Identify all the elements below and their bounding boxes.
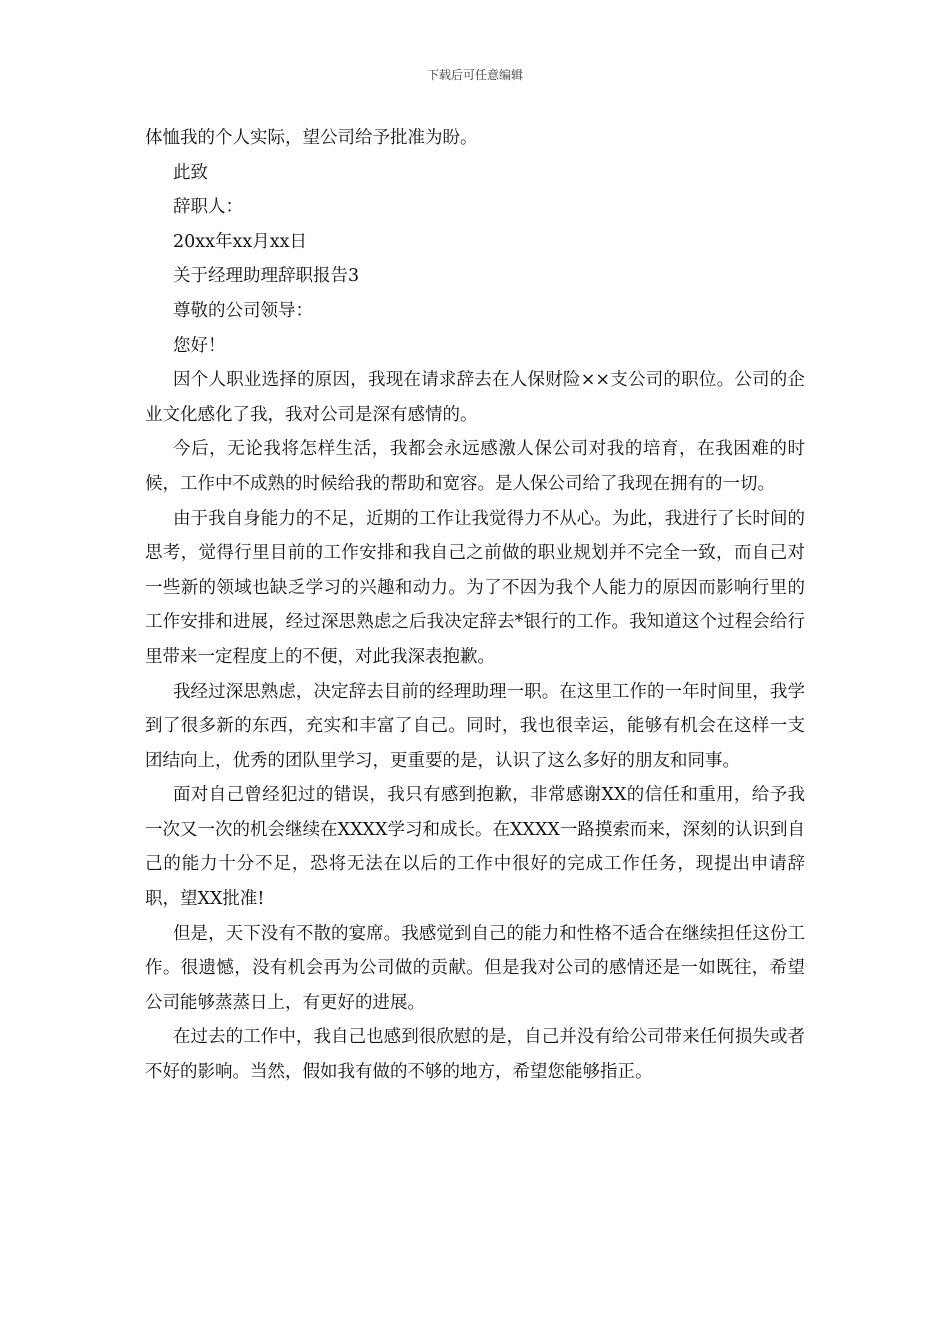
- paragraph-ability: 由于我自身能力的不足，近期的工作让我觉得力不从心。为此，我进行了长时间的思考，觉得行里目前的工作安排和我自己之前做的职业规划并不完全一致，而自己对一些新的领域也缺乏学习的兴趣和动力。为了不因为我个人能力的原因而影响行里的工作安排和进展，经过深思熟虑之后我决定辞去*银行的工作。我知道这个过程会给行里带来一定程度上的不便，对此我深表抱歉。: [145, 508, 805, 667]
- page-header: 下载后可任意编辑: [426, 68, 523, 82]
- signature-resigner: 辞职人：: [173, 197, 243, 218]
- paragraph-apology: 面对自己曾经犯过的错误，我只有感到抱歉，非常感谢XX的信任和重用，给予我一次又一次的机会继续在XXXX学习和成长。在XXXX一路摸索而来，深刻的认识到自己的能力十分不足，恐将无法在以后的工作中很好的完成工作任务，现提出申请辞职，望XX批准!: [145, 785, 805, 910]
- section-title: 关于经理助理辞职报告3: [173, 266, 360, 287]
- addressee: 尊敬的公司领导：: [173, 300, 313, 321]
- salutation-cizhi: 此致: [173, 162, 208, 183]
- paragraph-gratitude: 今后，无论我将怎样生活，我都会永远感激人保公司对我的培育，在我困难的时候，工作中不成熟的时候给我的帮助和宽容。是人保公司给了我现在拥有的一切。: [145, 439, 805, 494]
- greeting: 您好！: [173, 335, 226, 356]
- paragraph-closing-request: 体恤我的个人实际，望公司给予批准为盼。: [145, 128, 478, 148]
- document-body: [145, 121, 805, 1090]
- paragraph-decision: 我经过深思熟虑，决定辞去目前的经理助理一职。在这里工作的一年时间里，我学到了很多新的东西，充实和丰富了自己。同时，我也很幸运，能够有机会在这样一支团结向上，优秀的团队里学习，更重要的是，认识了这么多好的朋友和同事。: [145, 681, 805, 771]
- paragraph-reason: 因个人职业选择的原因，我现在请求辞去在人保财险××支公司的职位。公司的企业文化感化了我，我对公司是深有感情的。: [145, 370, 805, 425]
- paragraph-farewell: 但是，天下没有不散的宴席。我感觉到自己的能力和性格不适合在继续担任这份工作。很遗憾，没有机会再为公司做的贡献。但是我对公司的感情还是一如既往，希望公司能够蒸蒸日上，有更好的进展。: [145, 923, 805, 1013]
- paragraph-reflection: 在过去的工作中，我自己也感到很欣慰的是，自己并没有给公司带来任何损失或者不好的影响。当然，假如我有做的不够的地方，希望您能够指正。: [145, 1027, 805, 1083]
- date-line: 20xx年xx月xx日: [173, 231, 307, 252]
